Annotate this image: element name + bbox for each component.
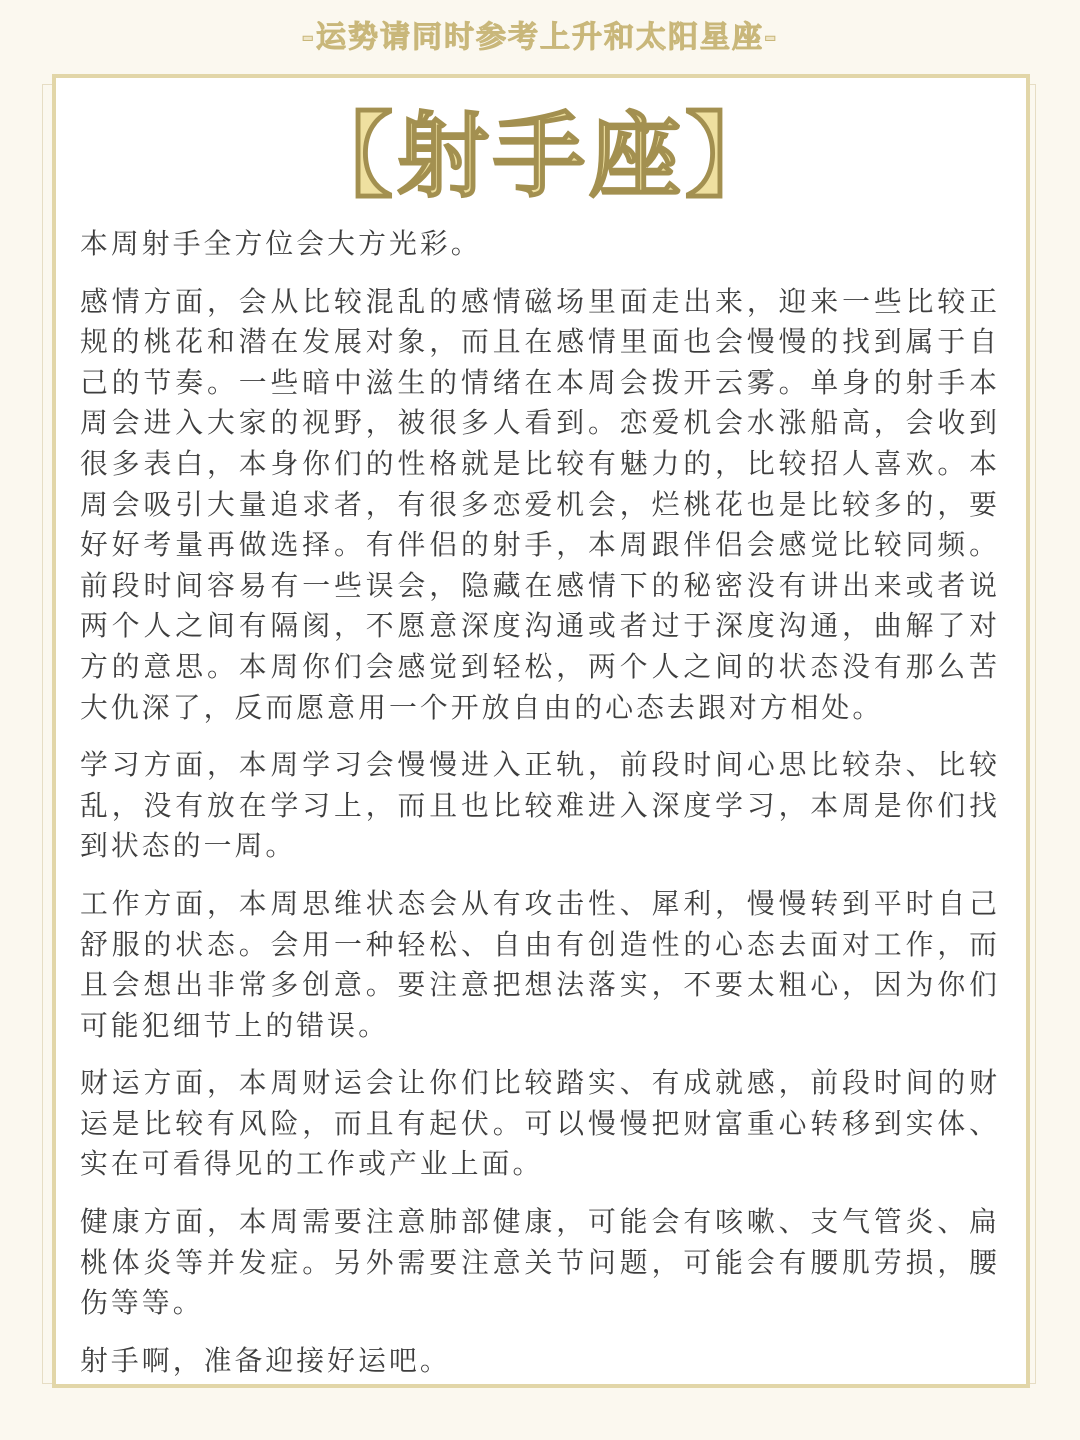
intro-paragraph: 本周射手全方位会大方光彩。	[80, 227, 482, 260]
wealth-paragraph: 财运方面，本周财运会让你们比较踏实、有成就感，前段时间的财运是比较有风险，而且有起伏。可以慢慢把财富重心转移到实体、实在可看得见的工作或产业上面。	[80, 1066, 1000, 1181]
health-paragraph: 健康方面，本周需要注意肺部健康，可能会有咳嗽、支气管炎、扁桃体炎等并发症。另外需要注意关节问题，可能会有腰肌劳损，腰伤等等。	[80, 1205, 1000, 1320]
closing-paragraph: 射手啊，准备迎接好运吧。	[80, 1343, 451, 1377]
top-note: -运势请同时参考上升和太阳星座-	[301, 20, 779, 55]
page-title: 【射手座】	[300, 103, 781, 210]
horoscope-body	[80, 224, 1000, 1398]
love-paragraph: 感情方面，会从比较混乱的感情磁场里面走出来，迎来一些比较正规的桃花和潜在发展对象，而且在感情里面也会慢慢的找到属于自己的节奏。一些暗中滋生的情绪在本周会拨开云雾。单身的射手本周会进入大家的视野，被很多人看到。恋爱机会水涨船高，会收到很多表白，本身你们的性格就是比较有魅力的，比较招人喜欢。本周会吸引大量追求者，有很多恋爱机会，烂桃花也是比较多的，要好好考量再做选择。有伴侣的射手，本周跟伴侣会感觉比较同频。前段时间容易有一些误会，隐藏在感情下的秘密没有讲出来或者说两个人之间有隔阂，不愿意深度沟通或者过于深度沟通，曲解了对方的意思。本周你们会感觉到轻松，两个人之间的状态没有那么苦大仇深了，反而愿意用一个开放自由的心态去跟对方相处。	[80, 284, 1000, 724]
work-paragraph: 工作方面，本周思维状态会从有攻击性、犀利，慢慢转到平时自己舒服的状态。会用一种轻松、自由有创造性的心态去面对工作，而且会想出非常多创意。要注意把想法落实，不要太粗心，因为你们可能犯细节上的错误。	[80, 886, 1000, 1042]
study-paragraph: 学习方面，本周学习会慢慢进入正轨，前段时间心思比较杂、比较乱，没有放在学习上，而且也比较难进入深度学习，本周是你们找到状态的一周。	[80, 748, 1000, 863]
